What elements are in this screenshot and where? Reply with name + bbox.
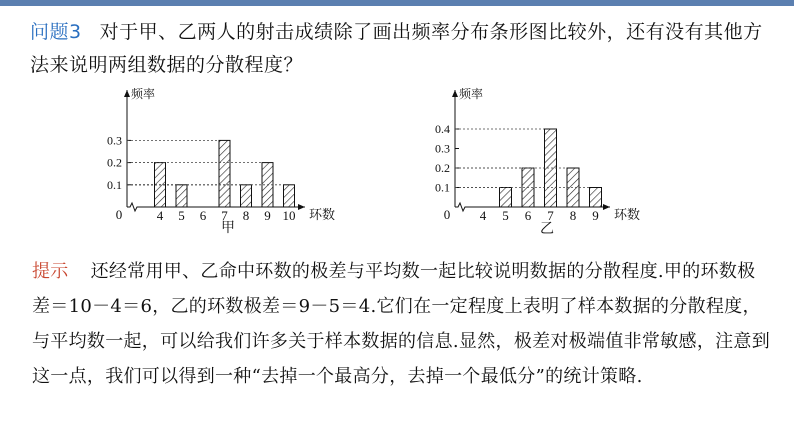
chart1-ytick-label: 0.3 [107,133,122,148]
chart1-xtick-label: 6 [199,208,207,223]
hint-label: 提示 [32,261,69,282]
chart1-bar [176,185,187,207]
chart1-ylabel: 频率 [131,87,156,101]
chart1-xtick-label: 5 [178,208,185,223]
chart2-xtick-label: 7 [547,208,554,223]
chart1-x-arrow [298,204,305,210]
question-label: 问题3 [30,21,82,43]
chart2-ytick-label: 0.1 [435,180,450,195]
chart2-xtick-label: 9 [592,208,599,223]
hint-block [32,254,772,394]
chart1-bar [284,185,295,207]
chart2-x-arrow [603,204,610,210]
chart2-ytick-label: 0.2 [435,161,450,175]
chart1-title: 甲 [221,221,235,236]
chart1-bar [241,185,252,207]
chart2-xtick-label: 5 [502,208,509,223]
chart1-xtick-label: 7 [221,208,228,223]
chart2-bar [500,188,512,208]
chart2-y-arrow [452,90,458,97]
question-text: 对于甲、乙两人的射击成绩除了画出频率分布条形图比较外，还有没有其他方法来说明两组数据的分散程度？ [30,21,763,76]
chart2-xtick-label: 8 [569,208,577,223]
chart2-ytick-label: 0.3 [435,141,450,156]
chart1-bar [219,140,230,207]
chart2-xlabel: 环数 [614,207,641,222]
chart2-ylabel: 频率 [459,87,484,101]
chart2-xtick-label: 4 [479,208,487,223]
chart1-x-axis [127,203,305,211]
chart2-title: 乙 [540,222,554,237]
chart1-origin-label: 0 [115,207,123,222]
hint-text: 还经常用甲、乙命中环数的极差与平均数一起比较说明数据的分散程度.甲的环数极差＝10－4＝6，乙的环数极差＝9－5＝4.它们在一定程度上表明了样本数据的分散程度，与平均数一起，可以给我们许多关于样本数据的信息.显然，极差对极端值非常敏感，注意到这一点，我们可以得到一种“去掉一个最高分，去掉一个最低分”的统计策略. [32,261,771,387]
chart1-xlabel: 环数 [309,207,336,222]
chart1-ytick-label: 0.1 [107,177,122,192]
chart1-xtick-label: 4 [156,208,164,223]
chart2-bar [545,129,557,207]
chart1-ytick-label: 0.2 [107,155,122,170]
chart2-bar [590,188,602,208]
chart1-xtick-label: 10 [282,208,296,223]
chart1-xtick-label: 9 [264,208,271,223]
chart2-ytick-label: 0.4 [435,122,450,136]
chart1-y-arrow [124,90,130,97]
chart1-xtick-label: 8 [242,208,250,223]
chart2-xtick-label: 6 [524,208,532,223]
chart2-origin-label: 0 [443,207,451,222]
